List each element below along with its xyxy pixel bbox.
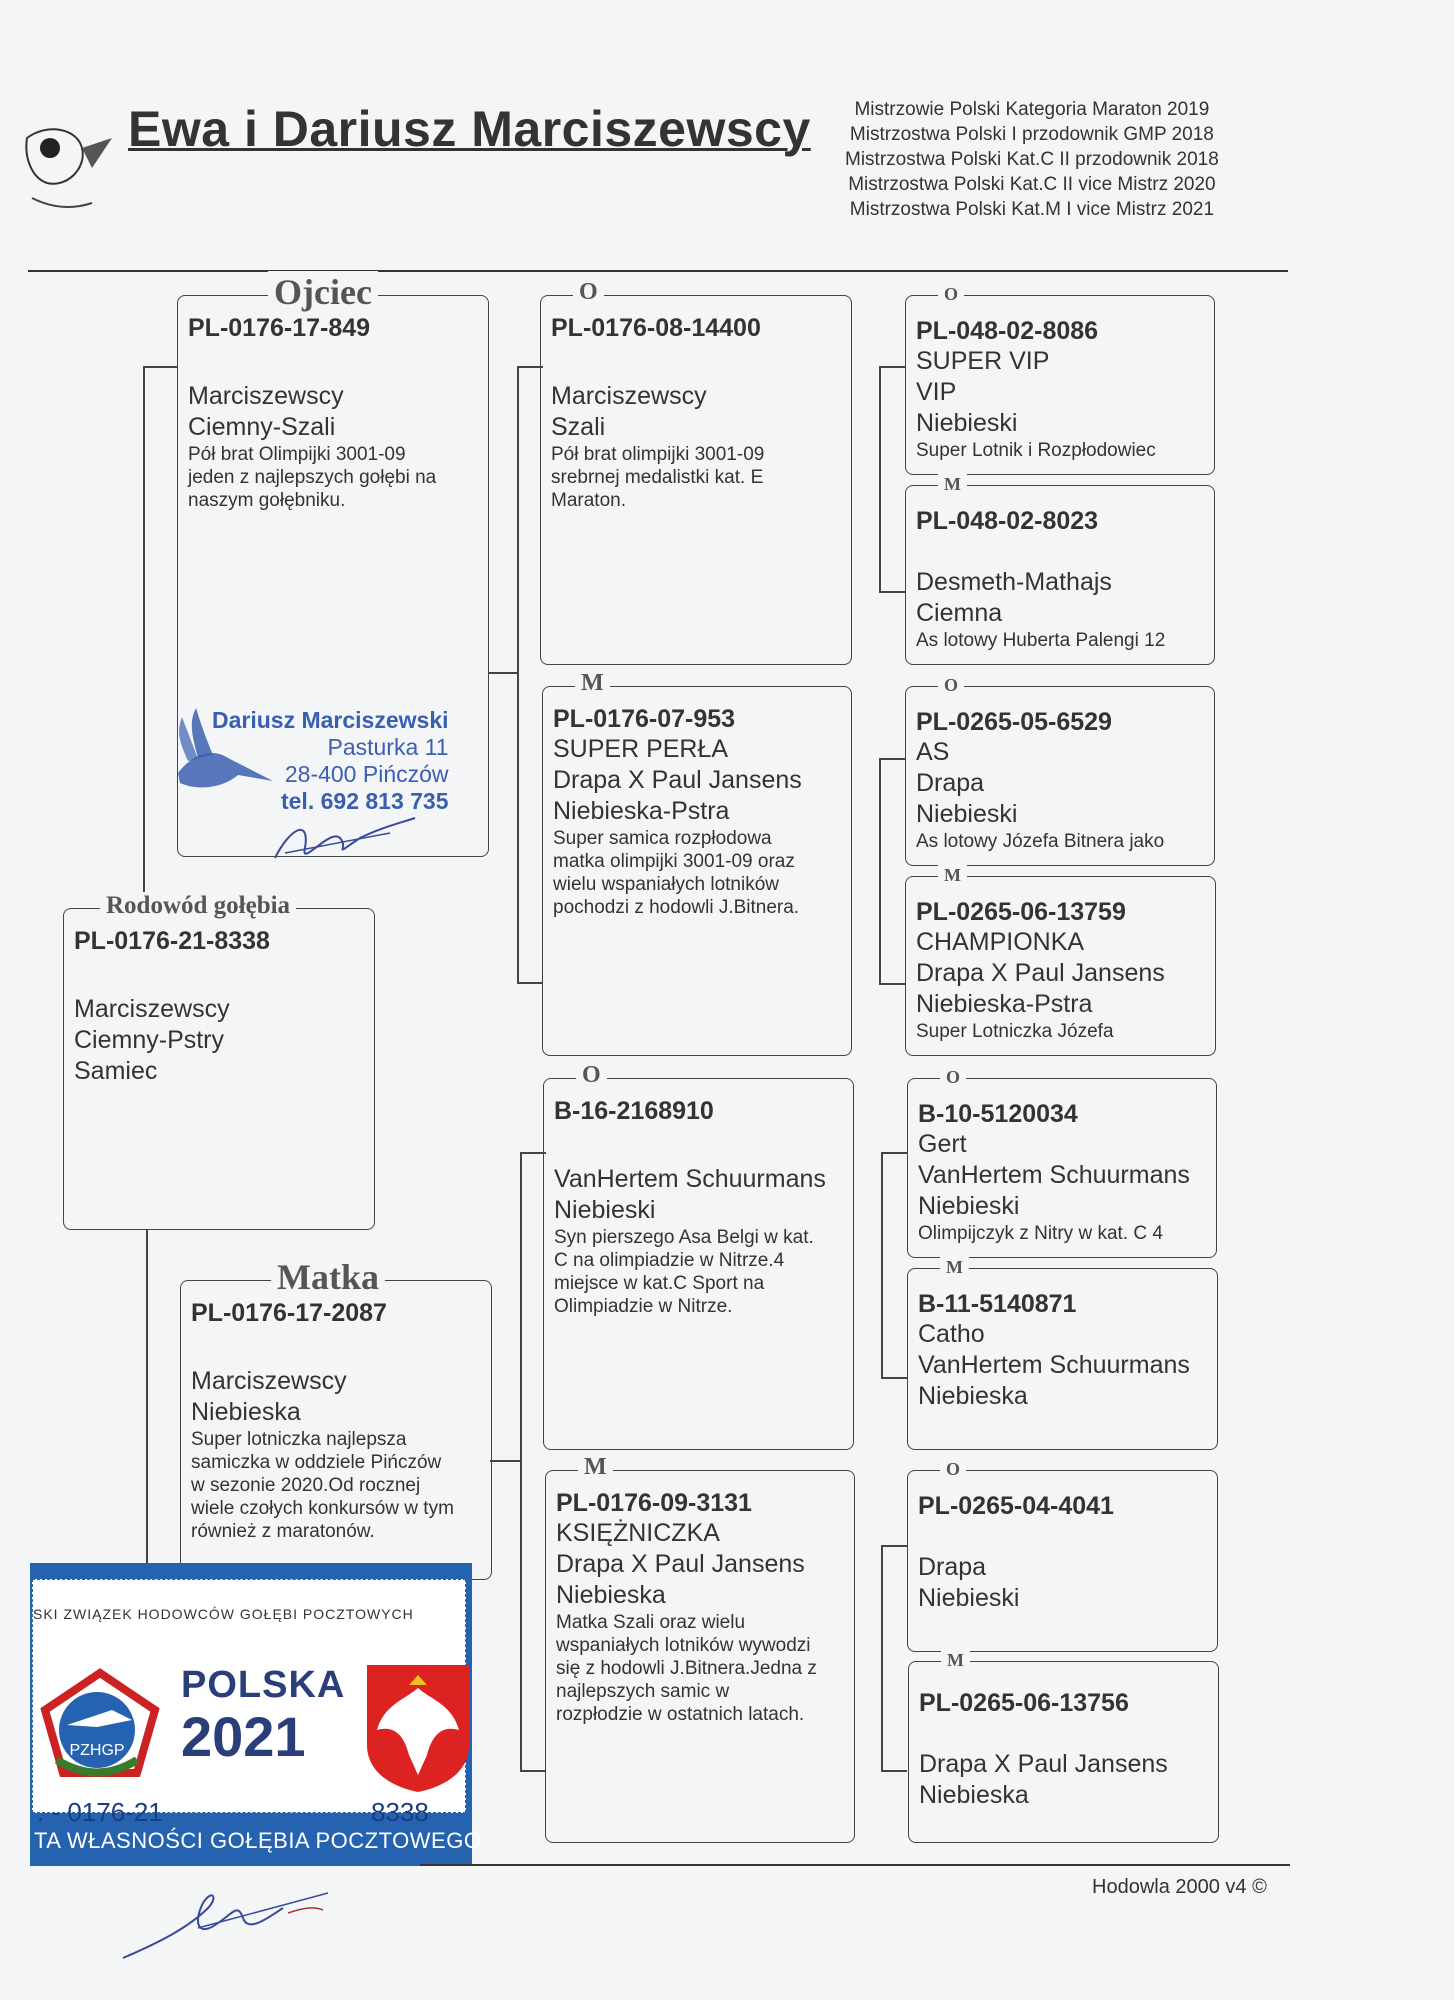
connector xyxy=(881,1545,883,1770)
father-legend: Ojciec xyxy=(268,271,378,313)
connector xyxy=(881,1545,907,1547)
ring-number: PL-0265-05-6529 xyxy=(916,708,1112,736)
polish-eagle-icon xyxy=(359,1660,477,1795)
note-line: rozpłodzie w ostatnich latach. xyxy=(556,1704,805,1725)
bloodline: Drapa X Paul Jansens xyxy=(916,959,1165,987)
note-line: As lotowy Józefa Bitnera jako xyxy=(916,831,1165,852)
note-line: As lotowy Huberta Palengi 12 xyxy=(916,630,1166,651)
bloodline: VIP xyxy=(916,378,957,406)
stamp-phone: tel. 692 813 735 xyxy=(280,788,449,814)
championship-titles xyxy=(845,97,1219,222)
title-line: Mistrzostwa Polski I przodownik GMP 2018 xyxy=(849,124,1214,145)
color: Niebieski xyxy=(918,1584,1020,1612)
color: Ciemny-Szali xyxy=(188,413,336,441)
ring-number: PL-0265-04-4041 xyxy=(918,1492,1114,1520)
ancestor-box-2 xyxy=(905,474,1215,665)
ancestor-box-6 xyxy=(907,1257,1218,1450)
color: Niebieski xyxy=(918,1192,1020,1220)
note-line: Super Lotniczka Józefa xyxy=(916,1021,1114,1042)
note-line: wspaniałych lotników wywodzi xyxy=(556,1635,811,1656)
note-line: najlepszych samic w xyxy=(556,1681,730,1702)
ancestor-box-1 xyxy=(905,284,1215,475)
dam-legend: M xyxy=(938,474,967,495)
note-line: samiczka w oddziele Pińczów xyxy=(191,1452,442,1473)
ring-number: PL-0176-21-8338 xyxy=(74,927,270,955)
dam-legend: M xyxy=(938,865,967,886)
connector xyxy=(879,983,905,985)
pigeon-logo-icon xyxy=(22,118,117,238)
owner: Marciszewscy xyxy=(188,382,344,410)
ancestor-box-8 xyxy=(908,1650,1219,1843)
connector xyxy=(879,591,905,593)
bloodline: Desmeth-Mathajs xyxy=(916,568,1112,596)
title-line: Mistrzostwa Polski Kat.C II przodownik 2018 xyxy=(845,149,1219,170)
owner: Marciszewscy xyxy=(74,995,230,1023)
father-mother-box xyxy=(542,670,852,1056)
connector xyxy=(143,366,177,368)
card-ring-suffix: 8338 xyxy=(371,1797,429,1827)
note-line: Pół brat olimpijki 3001-09 xyxy=(551,444,765,465)
connector xyxy=(517,982,543,984)
note-line: Olimpiadzie w Nitrze. xyxy=(554,1296,733,1317)
bloodline: VanHertem Schuurmans xyxy=(918,1161,1190,1189)
stamp-city: 28-400 Pińczów xyxy=(284,761,449,787)
connector xyxy=(879,366,905,368)
color: Niebieski xyxy=(554,1196,656,1224)
bloodline: Drapa X Paul Jansens xyxy=(919,1750,1168,1778)
connector xyxy=(881,1377,907,1379)
ring-number: B-10-5120034 xyxy=(918,1100,1078,1128)
ring-number: PL-048-02-8023 xyxy=(916,507,1099,535)
ancestor-box-5 xyxy=(907,1067,1217,1258)
note-line: w sezonie 2020.Od rocznej xyxy=(191,1475,421,1496)
ring-number: PL-0176-08-14400 xyxy=(551,314,761,342)
note-line: Super lotniczka najlepsza xyxy=(191,1429,407,1450)
ring-number: PL-0265-06-13759 xyxy=(916,898,1126,926)
note-line: pochodzi z hodowli J.Bitnera. xyxy=(553,897,800,918)
connector xyxy=(146,1230,148,1570)
card-year: 2021 xyxy=(181,1705,306,1768)
dam-legend: M xyxy=(941,1650,970,1671)
mother-box xyxy=(180,1257,492,1580)
connector xyxy=(879,366,881,591)
connector xyxy=(879,758,905,760)
stamp-street: Pasturka 11 xyxy=(327,734,449,760)
ring-number: PL-0176-09-3131 xyxy=(556,1489,752,1517)
stamp-name: Dariusz Marciszewski xyxy=(212,707,449,733)
connector xyxy=(881,1152,907,1154)
color: Niebieski xyxy=(916,800,1018,828)
ancestor-box-3 xyxy=(905,675,1215,866)
color: Niebieska xyxy=(919,1781,1029,1809)
dam-legend: M xyxy=(940,1257,969,1278)
pigeon-name: Catho xyxy=(918,1320,985,1348)
footer-divider xyxy=(420,1864,1290,1866)
note-line: również z maratonów. xyxy=(191,1521,375,1542)
note-line: C na olimpiadzie w Nitrze.4 xyxy=(554,1250,785,1271)
sex: Samiec xyxy=(74,1057,158,1085)
title-line: Mistrzostwa Polski Kat.C II vice Mistrz 2020 xyxy=(848,174,1216,195)
bloodline: Drapa X Paul Jansens xyxy=(556,1550,805,1578)
signature-icon xyxy=(118,1878,338,1963)
mother-father-box xyxy=(543,1062,854,1450)
connector xyxy=(488,672,517,674)
pzhgp-logo-icon xyxy=(37,1665,163,1780)
owner: Marciszewscy xyxy=(551,382,707,410)
connector xyxy=(490,1460,520,1462)
sire-legend: O xyxy=(940,1459,966,1480)
color: Szali xyxy=(551,413,606,441)
note-line: Matka Szali oraz wielu xyxy=(556,1612,746,1633)
note-line: Syn pierszego Asa Belgi w kat. xyxy=(554,1227,814,1248)
pigeon-name: AS xyxy=(916,738,950,766)
title-line: Mistrzowie Polski Kategoria Maraton 2019 xyxy=(854,99,1210,120)
note-line: naszym gołębniku. xyxy=(188,490,346,511)
bloodline: Drapa X Paul Jansens xyxy=(553,766,802,794)
dam-legend: M xyxy=(578,1454,613,1481)
color: Niebieska-Pstra xyxy=(553,797,730,825)
connector xyxy=(881,1152,883,1377)
card-ring-prefix: . - 0176-21 xyxy=(37,1797,163,1827)
mother-legend: Matka xyxy=(271,1256,385,1298)
ring-number: PL-0176-07-953 xyxy=(553,705,736,733)
note-line: Pół brat Olimpijki 3001-09 xyxy=(188,444,406,465)
father-father-box xyxy=(540,279,852,665)
ring-number: PL-048-02-8086 xyxy=(916,317,1099,345)
ring-number: PL-0265-06-13756 xyxy=(919,1689,1129,1717)
header-divider xyxy=(28,270,1288,272)
sire-legend: O xyxy=(938,675,964,696)
ring-card-face xyxy=(32,1579,466,1827)
ring-card xyxy=(30,1563,482,1866)
connector xyxy=(517,366,519,982)
breeder-name: Ewa i Dariusz Marciszewscy xyxy=(128,101,811,157)
color: Niebieska xyxy=(556,1581,666,1609)
note-line: Olimpijczyk z Nitry w kat. C 4 xyxy=(918,1223,1163,1244)
sire-legend: O xyxy=(576,1062,607,1089)
sire-legend: O xyxy=(573,279,604,306)
dam-legend: M xyxy=(575,670,610,697)
note-line: jeden z najlepszych gołębi na xyxy=(188,467,437,488)
color: Niebieska xyxy=(191,1398,301,1426)
card-footer: TA WŁASNOŚCI GOŁĘBIA POCZTOWEGO xyxy=(34,1828,482,1853)
connector xyxy=(520,1152,522,1770)
note-line: srebrnej medalistki kat. E xyxy=(551,467,764,488)
connector xyxy=(881,1770,907,1772)
sire-legend: O xyxy=(938,284,964,305)
breeder-stamp xyxy=(212,707,449,815)
color: Ciemny-Pstry xyxy=(74,1026,225,1054)
note-line: Super samica rozpłodowa xyxy=(553,828,772,849)
color: Niebieska-Pstra xyxy=(916,990,1093,1018)
card-association: SKI ZWIĄZEK HODOWCÓW GOŁĘBI POCZTOWYCH xyxy=(33,1606,414,1622)
owner: VanHertem Schuurmans xyxy=(554,1165,826,1193)
ancestor-box-7 xyxy=(907,1459,1218,1652)
note-line: się z hodowli J.Bitnera.Jedna z xyxy=(556,1658,817,1679)
color: Niebieski xyxy=(916,409,1018,437)
connector xyxy=(143,366,145,911)
card-country: POLSKA xyxy=(181,1664,346,1706)
owner: Marciszewscy xyxy=(191,1367,347,1395)
mother-mother-box xyxy=(545,1454,855,1843)
bloodline: Drapa xyxy=(916,769,985,797)
pigeon-name: SUPER VIP xyxy=(916,347,1050,375)
pzhgp-logo-text: PZHGP xyxy=(69,1742,125,1759)
note-line: wiele czołych konkursów w tym xyxy=(191,1498,454,1519)
ring-number: B-16-2168910 xyxy=(554,1097,714,1125)
software-credit: Hodowla 2000 v4 © xyxy=(1092,1876,1267,1898)
ancestor-box-4 xyxy=(905,865,1216,1056)
sire-legend: O xyxy=(940,1067,966,1088)
title-line: Mistrzostwa Polski Kat.M I vice Mistrz 2021 xyxy=(849,199,1215,220)
ring-number: B-11-5140871 xyxy=(918,1290,1077,1318)
pigeon-name: CHAMPIONKA xyxy=(916,928,1085,956)
bloodline: Drapa xyxy=(918,1553,987,1581)
note-line: matka olimpijki 3001-09 oraz xyxy=(553,851,795,872)
note-line: Super Lotnik i Rozpłodowiec xyxy=(916,440,1156,461)
connector xyxy=(520,1770,546,1772)
subject-legend: Rodowód gołębia xyxy=(100,892,296,920)
note-line: Maraton. xyxy=(551,490,626,511)
pigeon-name: SUPER PERŁA xyxy=(553,735,729,763)
bloodline: VanHertem Schuurmans xyxy=(918,1351,1190,1379)
color: Ciemna xyxy=(916,599,1003,627)
ring-number: PL-0176-17-849 xyxy=(188,314,371,342)
pigeon-name: Gert xyxy=(918,1130,967,1158)
note-line: wielu wspaniałych lotników xyxy=(553,874,779,895)
signature-icon xyxy=(270,808,420,868)
subject-pigeon-box xyxy=(63,892,375,1230)
color: Niebieska xyxy=(918,1382,1028,1410)
pigeon-name: KSIĘŻNICZKA xyxy=(556,1519,720,1547)
connector xyxy=(879,758,881,983)
ring-number: PL-0176-17-2087 xyxy=(191,1299,387,1327)
note-line: miejsce w kat.C Sport na xyxy=(554,1273,765,1294)
